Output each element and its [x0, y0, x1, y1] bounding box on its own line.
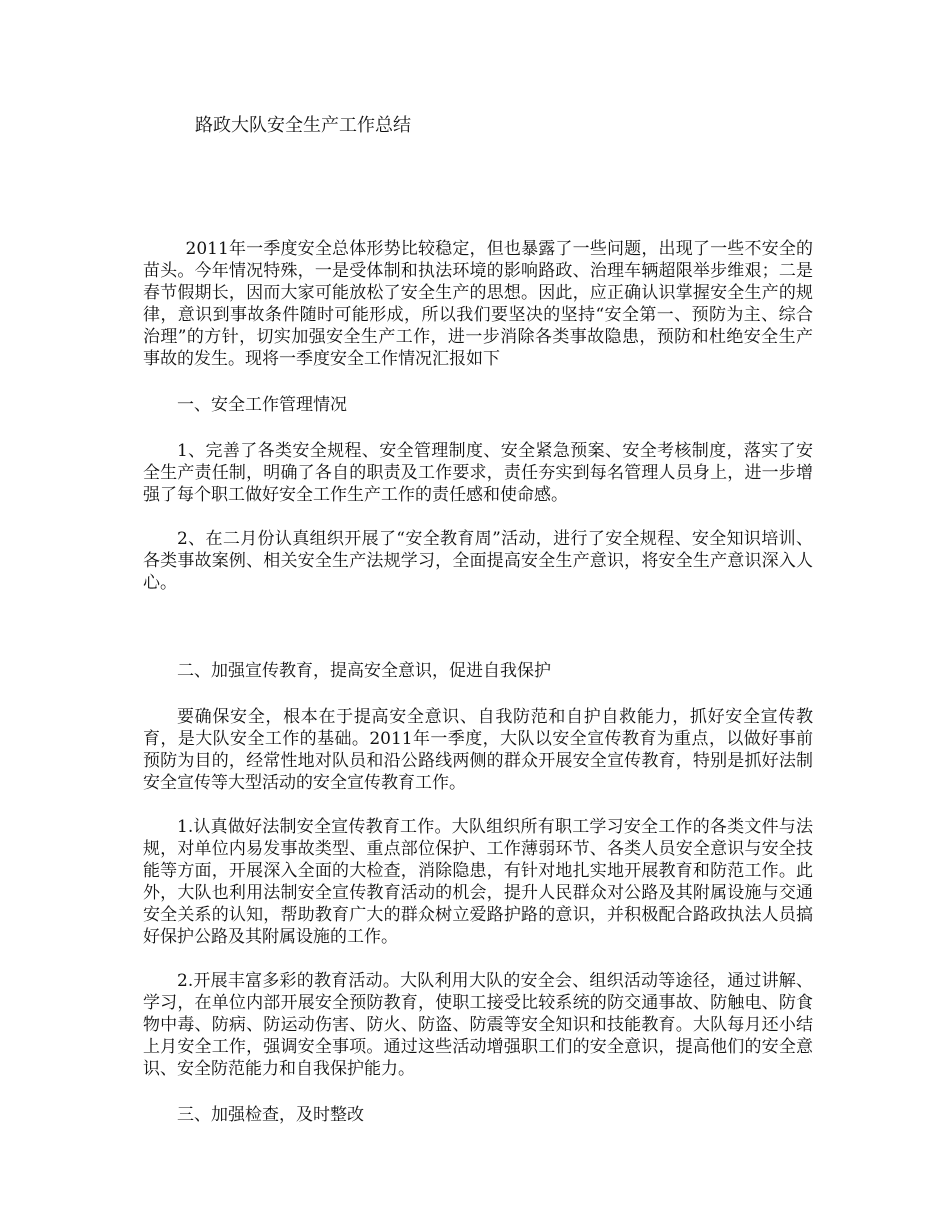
document-body — [143, 238, 813, 1150]
document-title: 路政大队安全生产工作总结 — [195, 115, 411, 136]
paragraph-2-2: 2.开展丰富多彩的教育活动。大队利用大队的安全会、组织活动等途径，通过讲解、学习，在单位内部开展安全预防教育，使职工接受比较系统的防交通事故、防触电、防食物中毒、防病、防运动伤害、防火、防盗、防震等安全知识和技能教育。大队每月还小结上月安全工作，强调安全事项。通过这些活动增强职工们的安全意识，提高他们的安全意识、安全防范能力和自我保护能力。 — [143, 971, 813, 1079]
paragraph-1-1: 1、完善了各类安全规程、安全管理制度、安全紧急预案、安全考核制度，落实了安全生产责任制，明确了各自的职责及工作要求，责任夯实到每名管理人员身上，进一步增强了每个职工做好安全工作生产工作的责任感和使命感。 — [143, 441, 813, 505]
paragraph-2-1: 1.认真做好法制安全宣传教育工作。大队组织所有职工学习安全工作的各类文件与法规，对单位内易发事故类型、重点部位保护、工作薄弱环节、各类人员安全意识与安全技能等方面，开展深入全面的大检查，消除隐患，有针对地扎实地开展教育和防范工作。此外，大队也利用法制安全宣传教育活动的机会，提升人民群众对公路及其附属设施与交通安全关系的认知，帮助教育广大的群众树立爱路护路的意识，并积极配合路政执法人员搞好保护公路及其附属设施的工作。 — [143, 817, 813, 947]
intro-paragraph: 2011年一季度安全总体形势比较稳定，但也暴露了一些问题，出现了一些不安全的苗头。今年情况特殊，一是受体制和执法环境的影响路政、治理车辆超限举步维艰；二是春节假期长，因而大家可能放松了安全生产的思想。因此，应正确认识掌握安全生产的规律，意识到事故条件随时可能形成，所以我们要坚决的坚持“安全第一、预防为主、综合治理”的方针，切实加强安全生产工作，进一步消除各类事故隐患，预防和杜绝安全生产事故的发生。现将一季度安全工作情况汇报如下 — [143, 239, 813, 369]
section-heading-1: 一、安全工作管理情况 — [177, 395, 347, 415]
paragraph-1-2: 2、在二月份认真组织开展了“安全教育周”活动，进行了安全规程、安全知识培训、各类事故案例、相关安全生产法规学习，全面提高安全生产意识，将安全生产意识深入人心。 — [143, 529, 813, 593]
paragraph-2-intro: 要确保安全，根本在于提高安全意识、自我防范和自护自救能力，抓好安全宣传教育，是大队安全工作的基础。2011年一季度，大队以安全宣传教育为重点，以做好事前预防为目的，经常性地对队员和沿公路线两侧的群众开展安全宣传教育，特别是抓好法制安全宣传等大型活动的安全宣传教育工作。 — [143, 707, 813, 793]
section-heading-3: 三、加强检查，及时整改 — [177, 1105, 364, 1125]
section-heading-2: 二、加强宣传教育，提高安全意识，促进自我保护 — [177, 661, 551, 681]
